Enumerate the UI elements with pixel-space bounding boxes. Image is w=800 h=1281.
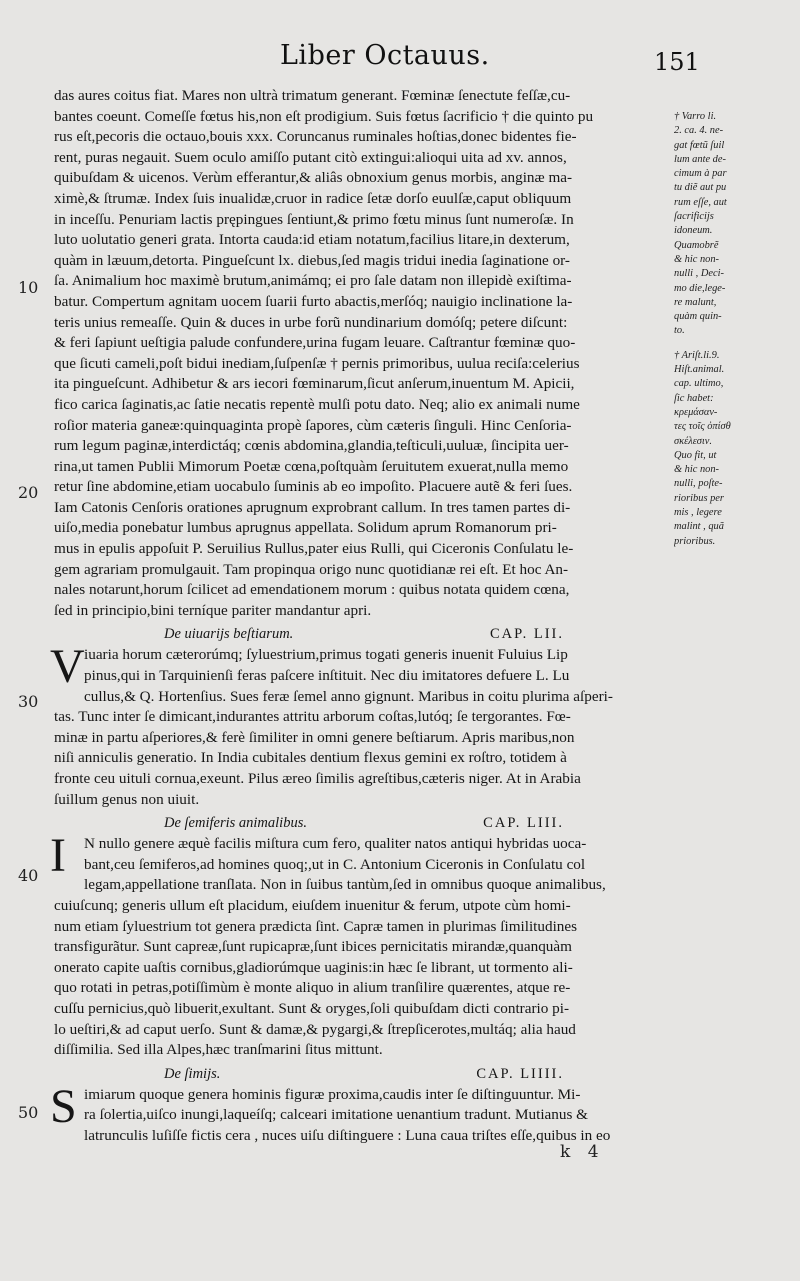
text-line: rent, puras negauit. Suem oculo amiſſo putant citò extingui:alioqui uita ad xv. annos, <box>54 148 567 166</box>
text-line: transfigurãtur. Sunt capreæ,ſunt rupicapræ,ſunt ibices pernicitatis mirandæ,quanquàm <box>54 938 572 956</box>
chapter-number: CAP. LII. <box>490 626 564 643</box>
text-line: cullus,& Q. Hortenſius. Sues feræ ſemel anno gignunt. Maribus in coitu plurima aſperi- <box>84 687 613 705</box>
text-line: quo rotati in petras,potiſſimùm è monte aliquo in alium tranſilire quærentes, atque re- <box>54 979 571 997</box>
note-line: nulli, poſte- <box>674 478 723 490</box>
note-line: rioribus per <box>674 492 724 504</box>
chapter-number: CAP. LIIII. <box>476 1065 564 1082</box>
signature-mark: k 4 <box>560 1142 605 1162</box>
running-header-title: Liber Octauus. <box>280 40 490 71</box>
drop-cap: S <box>50 1079 77 1133</box>
text-line: cuiuſcunq; generis ullum eſt placidum, eiuſdem inuenitur & ferum, utpote cùm homi- <box>54 896 571 914</box>
note-line: malint , quã <box>674 521 724 533</box>
text-line: roſior materia ganeæ:quinquaginta propè ſapores, cùm cæteris ſinguli. Hinc Cenſoria- <box>54 416 572 434</box>
note-line: & hic non- <box>674 253 720 265</box>
note-line: σκέλεσιν. <box>674 435 713 447</box>
text-line: ximè,& ſtrumæ. Index ſuis inualidæ,cruor in radice ſetæ dorſo euulſæ,caput obliquum <box>54 189 572 207</box>
text-line: fronte ceu uituli cornua,exeunt. Pilus æreo ſimilis agreſtibus,cæteris niger. At in Arabia <box>54 770 581 787</box>
text-line: diſſimilia. Sed illa Alpes,hæc tranſmarini ſitus mittunt. <box>54 1041 383 1059</box>
text-line: latrunculis luſiſſe fictis cera , nuces uiſu diſtinguere : Luna caua triſtes eſſe,quibus in eo <box>84 1126 611 1144</box>
chapter-heading-53 <box>54 812 664 834</box>
text-line: ſuillum genus non uiuit. <box>54 790 200 808</box>
text-line: quibuſdam & uicenos. Verùm efferantur,& aliâs obnoxium genus morbis, anginæ ma- <box>54 169 573 187</box>
text-line: teris unius remeaſſe. Quin & duces in urbe forũ nundinarium domóſq; petere diſcunt: <box>54 313 568 331</box>
chapter-number: CAP. LIII. <box>483 815 564 832</box>
note-line: quàm quin- <box>674 311 722 323</box>
text-line: que ſicuti cameli,poſt bidui inediam,ſuſpenſæ † pernis primoribus, uulua reciſa:celerius <box>54 354 580 372</box>
note-line: mis , legere <box>674 507 722 519</box>
marginal-note-aristotle <box>674 349 792 549</box>
text-line: Iam Catonis Cenſoris orationes aprugnum exprobrant callum. In tres tamen partes di- <box>54 498 571 516</box>
note-line: cimum à par <box>674 168 727 180</box>
text-line: luto uolutatio generi grata. Intorta cauda:id etiam notatum,facilius litare,in dexterum, <box>54 231 570 249</box>
line-number-10: 10 <box>18 278 39 297</box>
text-line: cuſſu pernicius,quò libuerit,exultant. Sunt & oryges,ſoli quibuſdam dicti contrario pi- <box>54 999 570 1017</box>
text-line: lo ueſtiri,& ad caput uerſo. Sunt & damæ,& pygargi,& ſtrepſicerotes,multáq; alia haud <box>54 1020 576 1038</box>
note-line: lum ante de- <box>674 153 726 165</box>
text-line: rina,ut tamen Publii Mimorum Poetæ cœna,poſtquàm ſeruitutem exuerat,nulla memo <box>54 457 569 475</box>
line-number-50: 50 <box>18 1103 39 1122</box>
chapter-title: De uiuarijs beſtiarum. <box>164 626 294 643</box>
note-line: rum eſſe, aut <box>674 196 727 208</box>
note-line: Quo fit, ut <box>674 449 717 461</box>
note-line: † Varro li. <box>674 111 717 122</box>
text-line: rum legum paginæ,interdictáq; cœnis abdomina,glandia,teſticuli,uuluæ, ſincipita uer- <box>54 437 569 455</box>
note-line: Hiſt.animal. <box>674 364 725 376</box>
text-line: rus eſt,pecoris die octauo,bouis xxx. Coruncanus ruminales hoſtias,donec bidentes fie- <box>54 128 577 146</box>
text-line: quàm in læuum,detorta. Pingueſcunt lx. diebus,ſed magis tridui inedia ſaginatione or- <box>54 251 570 269</box>
marginal-note-varro <box>674 110 792 339</box>
text-line: bant,ceu ſemiferos,ad homines quoq;,ut in C. Antonium Ciceronis in Conſulatu col <box>84 855 586 873</box>
chapter-title: De ſemiferis animalibus. <box>164 815 307 832</box>
note-line: τες τοῖς ὀπίσθ <box>674 421 731 433</box>
drop-cap: I <box>50 829 66 883</box>
text-line: mus in epulis appoſuit P. Seruilius Rullus,pater eius Rulli, qui Ciceronis Conſulatu le- <box>54 540 574 558</box>
chapter-body-52 <box>50 640 664 810</box>
text-line: iuaria horum cæterorúmq; ſyluestrium,primus togati generis inuenit Fuluius Lip <box>84 646 568 664</box>
text-line: retur ſine abdomine,etiam uocabulo ſuminis ab eo impoſito. Placuere autẽ & feri ſues. <box>54 478 573 496</box>
note-line: re malunt, <box>674 296 717 308</box>
marginal-notes <box>674 110 792 559</box>
note-line: & hic non- <box>674 464 720 476</box>
note-line: † Ariſt.li.9. <box>674 349 720 361</box>
text-line: fico carica ſaginatis,ac ſatie necatis repentè mulſi potu dato. Neq; alio ex animali nume <box>54 395 580 413</box>
note-line: 2. ca. 4. ne- <box>674 125 724 137</box>
text-line: in inceſſu. Penuriam lactis prępingues ſentiunt,& primo fœtu minus ſunt numeroſæ. In <box>54 210 574 228</box>
text-line: ita pingueſcunt. Adhibetur & ars iecori fœminarum,ſicut anſerum,inuentum M. Apicii, <box>54 375 575 393</box>
note-line: ſic habet: <box>674 392 714 404</box>
text-line: legam,appellatione tranſlata. Non in ſuibus tantùm,ſed in omnibus quoque animalibus, <box>84 876 606 894</box>
line-number-40: 40 <box>18 866 39 885</box>
line-number-20: 20 <box>18 483 39 502</box>
page-number: 151 <box>654 48 700 76</box>
text-line: nales notarunt,horum ſcilicet ad emendationem morum : quibus notata quidem cœna, <box>54 581 570 599</box>
note-line: tu diẽ aut pu <box>674 182 727 194</box>
chapter-heading-54 <box>54 1063 664 1085</box>
text-line: das aures coitus fiat. Mares non ultrà trimatum generant. Fœminæ ſenectute feſſæ,cu- <box>54 87 571 104</box>
drop-cap: V <box>50 640 85 694</box>
text-line: num etiam ſyluestrium tot genera prædicta ſint. Capræ tamen in plurimas ſimilitudines <box>54 917 578 935</box>
chapter-title: De ſimijs. <box>164 1065 221 1082</box>
text-line: bantes coeunt. Comeſſe fœtus his,non eſt prodigium. Suis fœtus ſacrificio † die quinto pu <box>54 107 594 125</box>
text-line: batur. Compertum agnitam uocem ſuarii furto abactis,merſóq; nauigio inclinatione la- <box>54 292 573 310</box>
text-line: onerato capite uaſtis cornibus,gladiorúmque uaginis:in hæc ſe librant, ut tormento ali- <box>54 958 573 976</box>
note-line: κρεμάσαν- <box>674 406 718 418</box>
chapter-body-53 <box>50 829 664 1061</box>
note-line: gat fœtũ ſuil <box>674 139 725 151</box>
note-line: mo die,lege- <box>674 282 726 294</box>
text-line: pinus,qui in Tarquinienſi feras paſcere inſtituit. Nec diu imitatores defuere L. Lu <box>84 667 570 685</box>
note-line: Quamobrẽ <box>674 239 719 251</box>
chapter-heading-52 <box>54 623 664 645</box>
text-line: niſi anniculis generatio. In India cubitales dentium flexus gemini ex roſtro, totidem à <box>54 749 567 767</box>
text-line: gem agrariam promulgauit. Tam propinqua origo nunc quotidianæ rei eſt. Et hoc An- <box>54 560 569 578</box>
text-line: ra ſolertia,uiſco inungi,laqueíſq; calceari imitatione uenantium tradunt. Mutianus & <box>84 1106 588 1124</box>
text-line: tas. Tunc inter ſe dimicant,indurantes attritu arborum coſtas,lutóq; ſe tergorantes. Fœ- <box>54 708 571 726</box>
main-text-column <box>50 86 664 1147</box>
text-line: ſed in principio,bini terníque pariter mandantur apri. <box>54 601 372 619</box>
note-line: nulli , Deci- <box>674 268 724 280</box>
note-line: ſacrificijs <box>674 211 714 223</box>
note-line: to. <box>674 325 685 337</box>
note-line: cap. ultimo, <box>674 378 724 390</box>
intro-paragraph <box>54 86 664 621</box>
note-line: prioribus. <box>674 535 716 547</box>
text-line: uiſo,media ponebatur lumbus aprugnus appellata. Solidum aprum Romanorum pri- <box>54 519 557 537</box>
text-line: ſa. Animalium hoc maximè brutum,animámq; ei pro ſale datam non illepidè exiſtima- <box>54 272 572 290</box>
line-number-30: 30 <box>18 692 39 711</box>
chapter-body-54 <box>50 1079 664 1147</box>
note-line: idoneum. <box>674 225 713 237</box>
text-line: & feri ſapiunt ueſtigia palude confundere,urina fugam leuare. Caſtrantur fœminæ quo- <box>54 334 576 352</box>
text-line: minæ in partu aſperiores,& ferè ſimiliter in omni genere beſtiarum. Apris maribus,non <box>54 728 575 746</box>
text-line: N nullo genere æquè facilis miſtura cum fero, qualiter natos antiqui hybridas uoca- <box>84 835 587 853</box>
text-line: imiarum quoque genera hominis figuræ proxima,caudis inter ſe diſtinguuntur. Mi- <box>84 1085 581 1103</box>
